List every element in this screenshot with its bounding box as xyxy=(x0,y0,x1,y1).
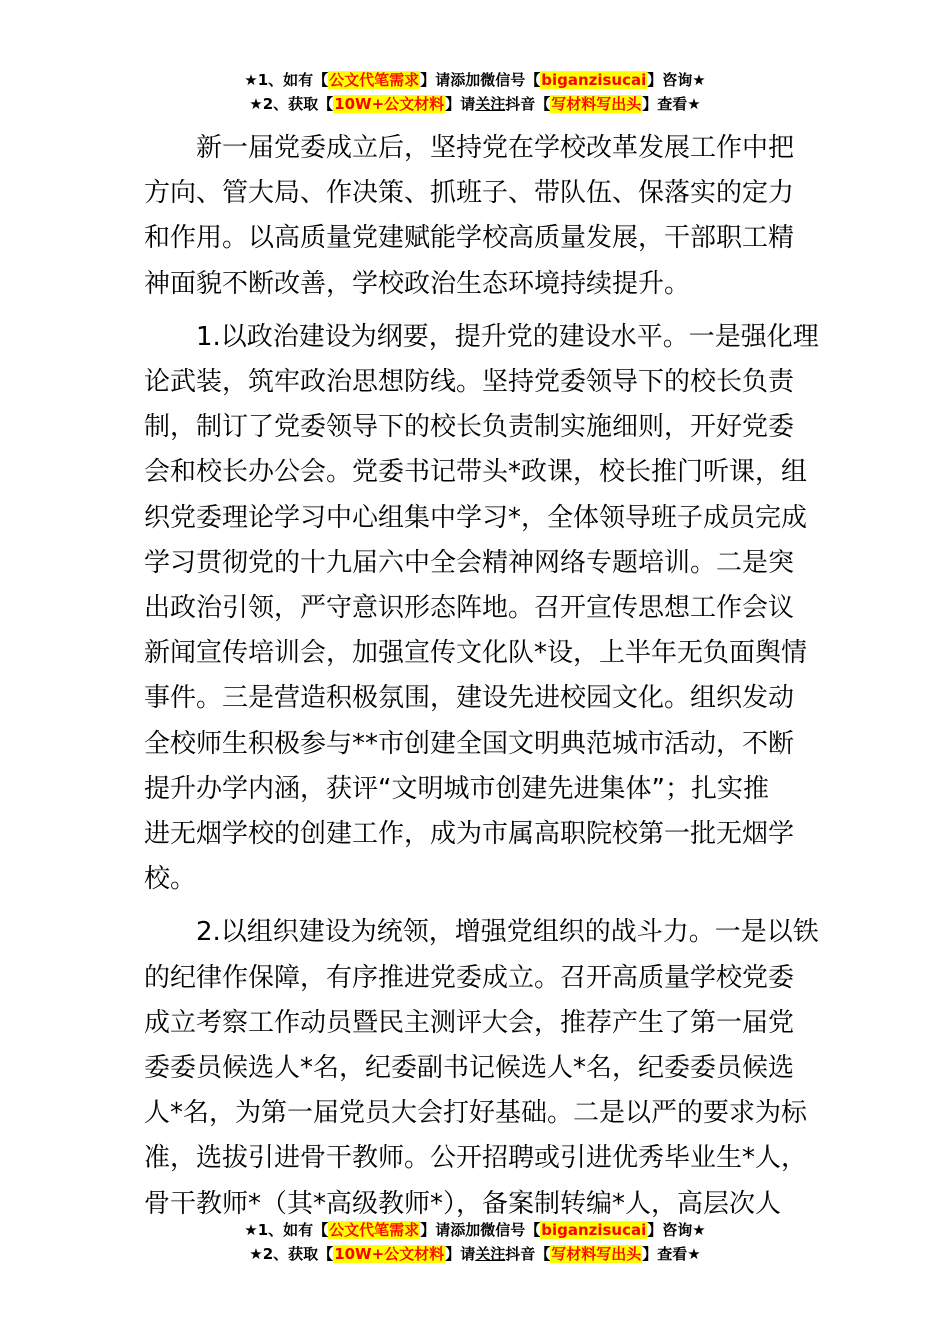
banner-text: ★1、如有【 xyxy=(244,1221,329,1239)
banner-text: ★2、获取【 xyxy=(249,1245,334,1263)
banner-text: ★2、获取【 xyxy=(249,95,334,113)
banner-text: 】请添加微信号【 xyxy=(420,71,541,89)
banner-text: 抖音【 xyxy=(505,1245,551,1263)
paragraph-line: 出政治引领，严守意识形态阵地。召开宣传思想工作会议 xyxy=(144,593,795,624)
paragraph-line: 人*名，为第一届党员大会打好基础。二是以严的要求为标 xyxy=(144,1098,808,1129)
paragraph-intro xyxy=(144,126,809,307)
banner-highlight-douyin: 写材料写出头 xyxy=(551,95,642,113)
banner-text: 抖音【 xyxy=(505,95,551,113)
paragraph-line: 的纪律作保障，有序推进党委成立。召开高质量学校党委 xyxy=(144,962,795,993)
paragraph-line: 会和校长办公会。党委书记带头*政课，校长推门听课，组 xyxy=(144,457,808,488)
banner-highlight-douyin: 写材料写出头 xyxy=(551,1245,642,1263)
banner-text: 】咨询★ xyxy=(647,71,706,89)
paragraph-line: 委委员候选人*名，纪委副书记候选人*名，纪委委员候选 xyxy=(144,1053,795,1084)
banner-highlight: 公文代笔需求 xyxy=(329,71,420,89)
paragraph-line: 准，选拔引进骨干教师。公开招聘或引进优秀毕业生*人， xyxy=(144,1143,808,1174)
paragraph-line: 事件。三是营造积极氛围，建设先进校园文化。组织发动 xyxy=(144,683,795,714)
paragraph-line: 新一届党委成立后，坚持党在学校改革发展工作中把 xyxy=(196,133,795,163)
paragraph-line: 论武装，筑牢政治思想防线。坚持党委领导下的校长负责 xyxy=(144,367,795,398)
paragraph-line: 1.以政治建设为纲要，提升党的建设水平。一是强化理 xyxy=(196,321,819,352)
banner-line-1 xyxy=(0,68,950,92)
banner-text: 】请 xyxy=(445,95,476,113)
paragraph-line: 校。 xyxy=(144,864,197,895)
header-banner xyxy=(0,68,950,116)
paragraph-line: 成立考察工作动员暨民主测评大会，推荐产生了第一届党 xyxy=(144,1007,795,1038)
banner-text: 】查看★ xyxy=(642,1245,701,1263)
banner-highlight-wechat-id: biganzisucai xyxy=(541,1221,647,1239)
paragraph-line: 学习贯彻党的十九届六中全会精神网络专题培训。二是突 xyxy=(144,547,795,578)
banner-text: 】查看★ xyxy=(642,95,701,113)
paragraph-line: 新闻宣传培训会，加强宣传文化队*设，上半年无负面舆情 xyxy=(144,638,808,669)
banner-highlight: 公文代笔需求 xyxy=(329,1221,420,1239)
paragraph-line: 制，制订了党委领导下的校长负责制实施细则，开好党委 xyxy=(144,412,795,443)
paragraph-organization-construction xyxy=(144,910,819,1226)
banner-highlight-wechat-id: biganzisucai xyxy=(541,71,647,89)
paragraph-line: 神面貌不断改善，学校政治生态环境持续提升。 xyxy=(144,268,691,299)
banner-underlined: 关注 xyxy=(475,95,506,113)
banner-underlined: 关注 xyxy=(475,1245,506,1263)
paragraph-line: 织党委理论学习中心组集中学习*，全体领导班子成员完成 xyxy=(144,502,808,533)
document-body xyxy=(144,126,819,1227)
banner-line-2 xyxy=(0,1242,950,1266)
banner-line-2 xyxy=(0,92,950,116)
banner-text: ★1、如有【 xyxy=(244,71,329,89)
banner-text: 】请 xyxy=(445,1245,476,1263)
paragraph-line: 提升办学内涵，获评“文明城市创建先进集体”；扎实推 xyxy=(144,773,769,804)
footer-banner xyxy=(0,1218,950,1266)
banner-highlight: 10W+公文材料 xyxy=(334,95,445,113)
banner-text: 】咨询★ xyxy=(647,1221,706,1239)
paragraph-line: 2.以组织建设为统领，增强党组织的战斗力。一是以铁 xyxy=(196,917,819,948)
banner-text: 】请添加微信号【 xyxy=(420,1221,541,1239)
banner-line-1 xyxy=(0,1218,950,1242)
paragraph-line: 骨干教师*（其*高级教师*），备案制转编*人，高层次人 xyxy=(144,1188,782,1219)
paragraph-line: 和作用。以高质量党建赋能学校高质量发展，干部职工精 xyxy=(144,223,795,254)
paragraph-line: 全校师生积极参与**市创建全国文明典范城市活动，不断 xyxy=(144,728,795,759)
paragraph-line: 进无烟学校的创建工作，成为市属高职院校第一批无烟学 xyxy=(144,819,795,850)
paragraph-political-construction xyxy=(144,315,819,903)
banner-highlight: 10W+公文材料 xyxy=(334,1245,445,1263)
paragraph-line: 方向、管大局、作决策、抓班子、带队伍、保落实的定力 xyxy=(144,178,795,209)
